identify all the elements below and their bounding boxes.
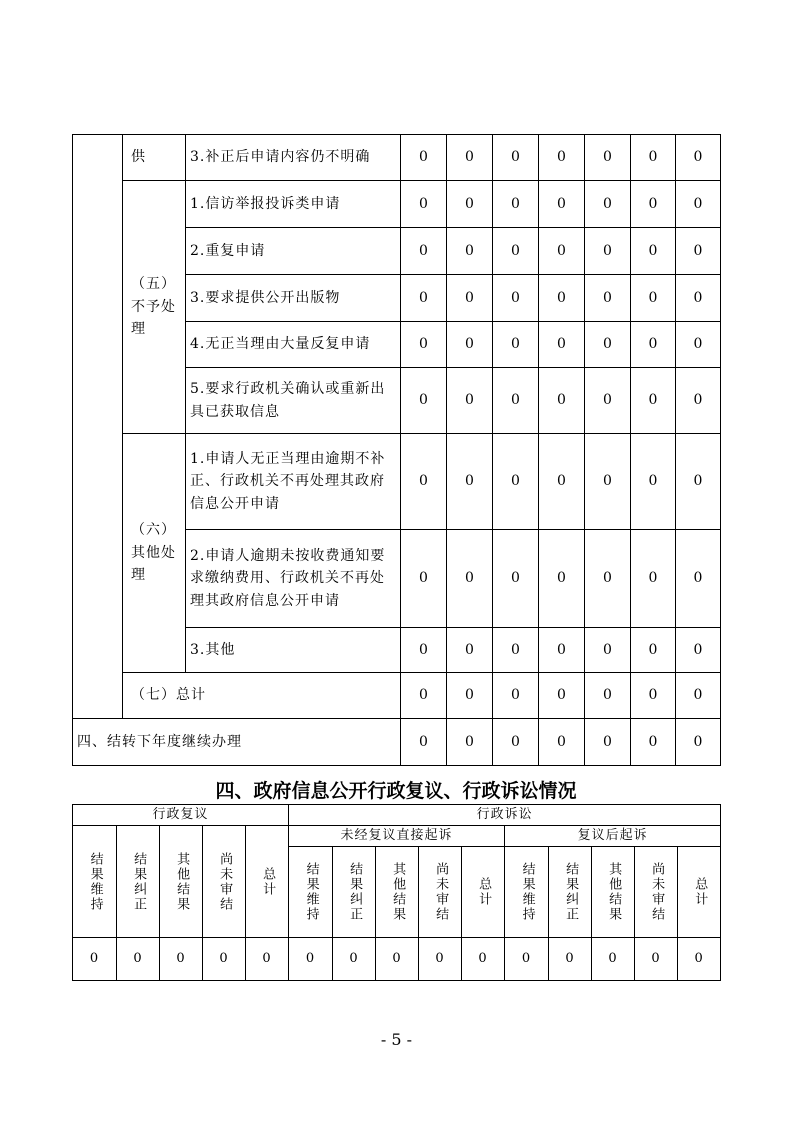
sub-header: 结果维持: [505, 847, 549, 938]
table-row: 5.要求行政机关确认或重新出具已获取信息 0 0 0 0 0 0 0: [73, 368, 721, 434]
item-cell: 5.要求行政机关确认或重新出具已获取信息: [186, 368, 401, 434]
sub-header: 其他结果: [160, 826, 203, 938]
table-row: （六）其他处理 1.申请人无正当理由逾期不补正、行政机关不再处理其政府信息公开申请 0 0 0 0 0 0 0: [73, 434, 721, 530]
item-cell: 3.要求提供公开出版物: [186, 275, 401, 322]
sub-header: 尚未审结: [203, 826, 246, 938]
table-row: （五）不予处理 1.信访举报投诉类申请 0 0 0 0 0 0 0: [73, 181, 721, 228]
category-cell: 供: [123, 135, 186, 181]
table-row: 四、结转下年度继续办理 0 0 0 0 0 0 0: [73, 719, 721, 766]
carry-over-label: 四、结转下年度继续办理: [73, 719, 401, 766]
table-row: 3.要求提供公开出版物 0 0 0 0 0 0 0: [73, 275, 721, 322]
item-cell: 2.重复申请: [186, 228, 401, 275]
item-cell: 3.其他: [186, 628, 401, 673]
table-row: 4.无正当理由大量反复申请 0 0 0 0 0 0 0: [73, 322, 721, 368]
table-row: 供 3.补正后申请内容仍不明确 0 0 0 0 0 0 0: [73, 135, 721, 181]
sub-header: 其他结果: [592, 847, 635, 938]
outer-category-cell: [73, 135, 123, 719]
table-row: 0 0 0 0 0 0 0 0 0 0 0 0 0 0 0: [73, 938, 721, 981]
application-handling-table: [72, 134, 721, 719]
total-label: （七）总计: [123, 673, 401, 719]
table-row: （七）总计 0 0 0 0 0 0 0: [73, 673, 721, 719]
sub-header: 总计: [678, 847, 721, 938]
table-row: 2.重复申请 0 0 0 0 0 0 0: [73, 228, 721, 275]
post-review-litigation-header: 复议后起诉: [505, 826, 721, 847]
item-cell: 2.申请人逾期未按收费通知要求缴纳费用、行政机关不再处理其政府信息公开申请: [186, 530, 401, 628]
item-cell: 1.申请人无正当理由逾期不补正、行政机关不再处理其政府信息公开申请: [186, 434, 401, 530]
review-litigation-table: [72, 804, 721, 981]
admin-review-header: 行政复议: [73, 805, 289, 826]
sub-header: 总计: [246, 826, 289, 938]
sub-header: 结果维持: [73, 826, 117, 938]
sub-header: 其他结果: [376, 847, 419, 938]
category-cell: （六）其他处理: [123, 434, 186, 673]
sub-header: 结果纠正: [333, 847, 376, 938]
carry-over-table: [72, 718, 721, 766]
sub-header: 结果维持: [289, 847, 333, 938]
item-cell: 3.补正后申请内容仍不明确: [186, 135, 401, 181]
direct-litigation-header: 未经复议直接起诉: [289, 826, 505, 847]
section-title: 四、政府信息公开行政复议、行政诉讼情况: [215, 780, 577, 802]
table-row: 3.其他 0 0 0 0 0 0 0: [73, 628, 721, 673]
admin-litigation-header: 行政诉讼: [289, 805, 721, 826]
sub-header: 总计: [462, 847, 505, 938]
sub-header: 结果纠正: [117, 826, 160, 938]
sub-header: 尚未审结: [635, 847, 678, 938]
sub-header: 结果纠正: [549, 847, 592, 938]
category-cell: （五）不予处理: [123, 181, 186, 434]
item-cell: 4.无正当理由大量反复申请: [186, 322, 401, 368]
table-row: 2.申请人逾期未按收费通知要求缴纳费用、行政机关不再处理其政府信息公开申请 0 0 0 0 0 0 0: [73, 530, 721, 628]
page-number: - 5 -: [380, 1030, 413, 1049]
item-cell: 1.信访举报投诉类申请: [186, 181, 401, 228]
sub-header: 尚未审结: [419, 847, 462, 938]
